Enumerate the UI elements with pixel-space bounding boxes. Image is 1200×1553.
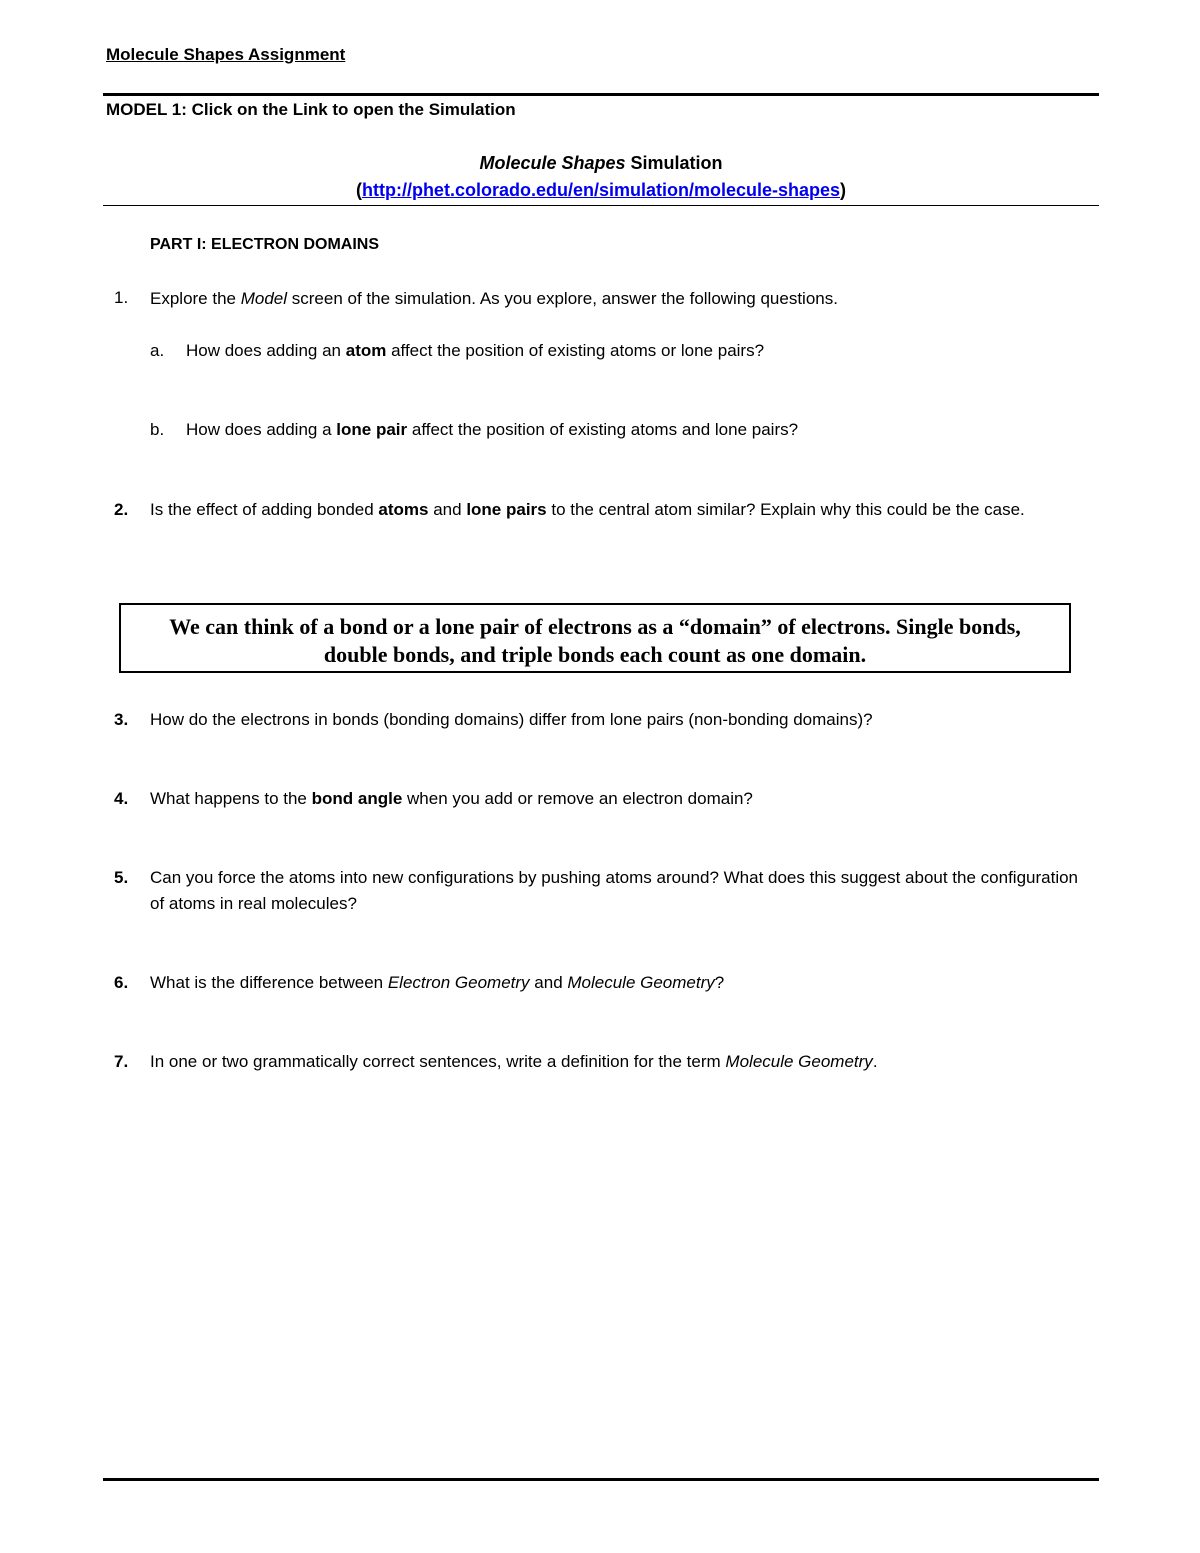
question-letter: a. (150, 341, 165, 360)
question-letter: b. (150, 420, 165, 439)
simulation-link-line (103, 180, 1099, 201)
question-text: What happens to the bond angle when you add or remove an electron domain? (150, 789, 753, 808)
simulation-name-rest: Simulation (625, 153, 723, 173)
close-paren: ) (840, 180, 847, 200)
question-text: In one or two grammatically correct sentences, write a definition for the term Molecule Geometry. (150, 1052, 878, 1071)
open-paren: ( (355, 180, 362, 200)
question-number: 1. (114, 288, 129, 307)
question-number: 5. (114, 868, 129, 887)
question-text: How does adding an atom affect the position of existing atoms or lone pairs? (186, 341, 765, 360)
simulation-link[interactable]: http://phet.colorado.edu/en/simulation/molecule-shapes (361, 180, 841, 200)
question-number: 3. (114, 710, 129, 729)
question-text: Explore the Model screen of the simulation. As you explore, answer the following questions. (150, 289, 838, 308)
question-number: 7. (114, 1052, 129, 1071)
callout-line-1: We can think of a bond or a lone pair of electrons as a “domain” of electrons. Single bonds, (169, 614, 1021, 639)
domain-definition-box (119, 603, 1071, 673)
part-heading: PART I: ELECTRON DOMAINS (150, 236, 380, 253)
header-rule (103, 93, 1099, 96)
simulation-name (103, 153, 1099, 174)
section-rule (103, 205, 1099, 206)
question-text: Can you force the atoms into new configurations by pushing atoms around? What does this suggest about the configuration of atoms in real molecules? (150, 868, 1079, 913)
question-text: What is the difference between Electron Geometry and Molecule Geometry? (150, 973, 725, 992)
question-text: Is the effect of adding bonded atoms and lone pairs to the central atom similar? Explain why this could be the case. (150, 500, 1025, 519)
question-text: How do the electrons in bonds (bonding domains) differ from lone pairs (non-bonding domains)? (150, 710, 873, 729)
question-number: 4. (114, 789, 129, 808)
document-title: Molecule Shapes Assignment (106, 45, 346, 64)
callout-line-2: double bonds, and triple bonds each count as one domain. (323, 642, 867, 667)
model-heading: MODEL 1: Click on the Link to open the Simulation (106, 100, 516, 119)
simulation-name-italic: Molecule Shapes (479, 153, 626, 173)
question-text: How does adding a lone pair affect the position of existing atoms and lone pairs? (186, 420, 799, 439)
question-number: 6. (114, 973, 129, 992)
question-number: 2. (114, 500, 129, 519)
footer-rule (103, 1478, 1099, 1481)
